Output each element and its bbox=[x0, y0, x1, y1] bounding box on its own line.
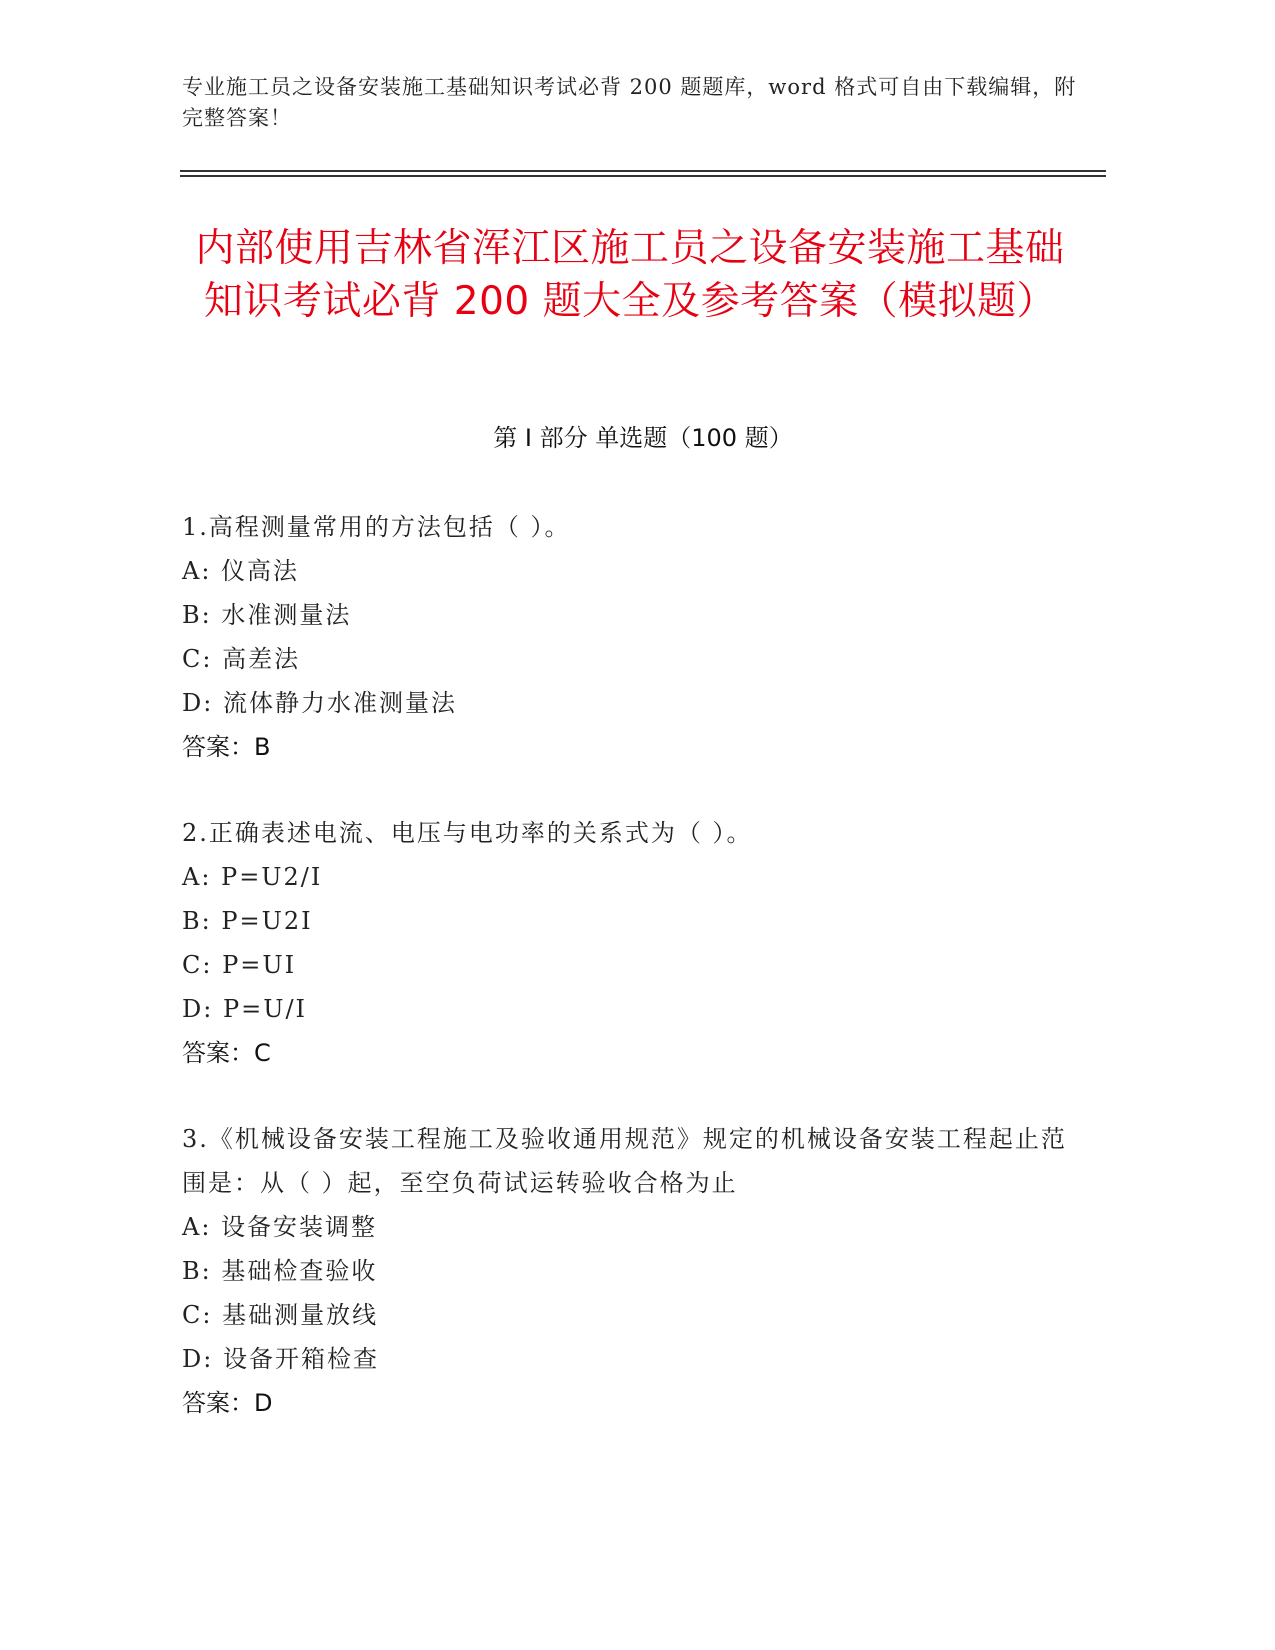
question-3 bbox=[182, 1117, 1082, 1425]
question-answer: 答案：D bbox=[182, 1389, 273, 1417]
question-stem: 1.高程测量常用的方法包括（ ）。 bbox=[182, 513, 571, 541]
option-d: D: 流体静力水准测量法 bbox=[182, 689, 457, 717]
option-b: B: 水准测量法 bbox=[182, 601, 352, 629]
question-1 bbox=[182, 505, 1082, 769]
option-c: C: P=UI bbox=[182, 951, 297, 979]
question-answer: 答案：B bbox=[182, 733, 271, 761]
option-c: C: 基础测量放线 bbox=[182, 1301, 379, 1329]
option-c: C: 高差法 bbox=[182, 645, 301, 673]
question-2 bbox=[182, 811, 1082, 1075]
option-b: B: 基础检查验收 bbox=[182, 1257, 378, 1285]
option-d: D: 设备开箱检查 bbox=[182, 1345, 379, 1373]
question-answer: 答案：C bbox=[182, 1039, 271, 1067]
question-stem: 2.正确表述电流、电压与电功率的关系式为（ ）。 bbox=[182, 819, 753, 847]
document-header: 专业施工员之设备安装施工基础知识考试必背 200 题题库，word 格式可自由下载编辑，附完整答案！ bbox=[182, 75, 1077, 130]
question-list bbox=[182, 505, 1082, 1467]
option-a: A: 设备安装调整 bbox=[182, 1213, 378, 1241]
option-d: D: P=U/I bbox=[182, 995, 308, 1023]
option-a: A: 仪高法 bbox=[182, 557, 300, 585]
section-heading: 第 I 部分 单选题（100 题） bbox=[493, 424, 793, 452]
header-divider-top bbox=[180, 170, 1106, 172]
question-stem: 3.《机械设备安装工程施工及验收通用规范》规定的机械设备安装工程起止范围是：从（ ）起，至空负荷试运转验收合格为止 bbox=[182, 1125, 1067, 1197]
option-b: B: P=U2I bbox=[182, 907, 313, 935]
option-a: A: P=U2/I bbox=[182, 863, 323, 891]
header-divider-bottom bbox=[180, 175, 1106, 177]
document-title: 内部使用吉林省浑江区施工员之设备安装施工基础知识考试必背 200 题大全及参考答案（模拟题） bbox=[195, 226, 1065, 324]
